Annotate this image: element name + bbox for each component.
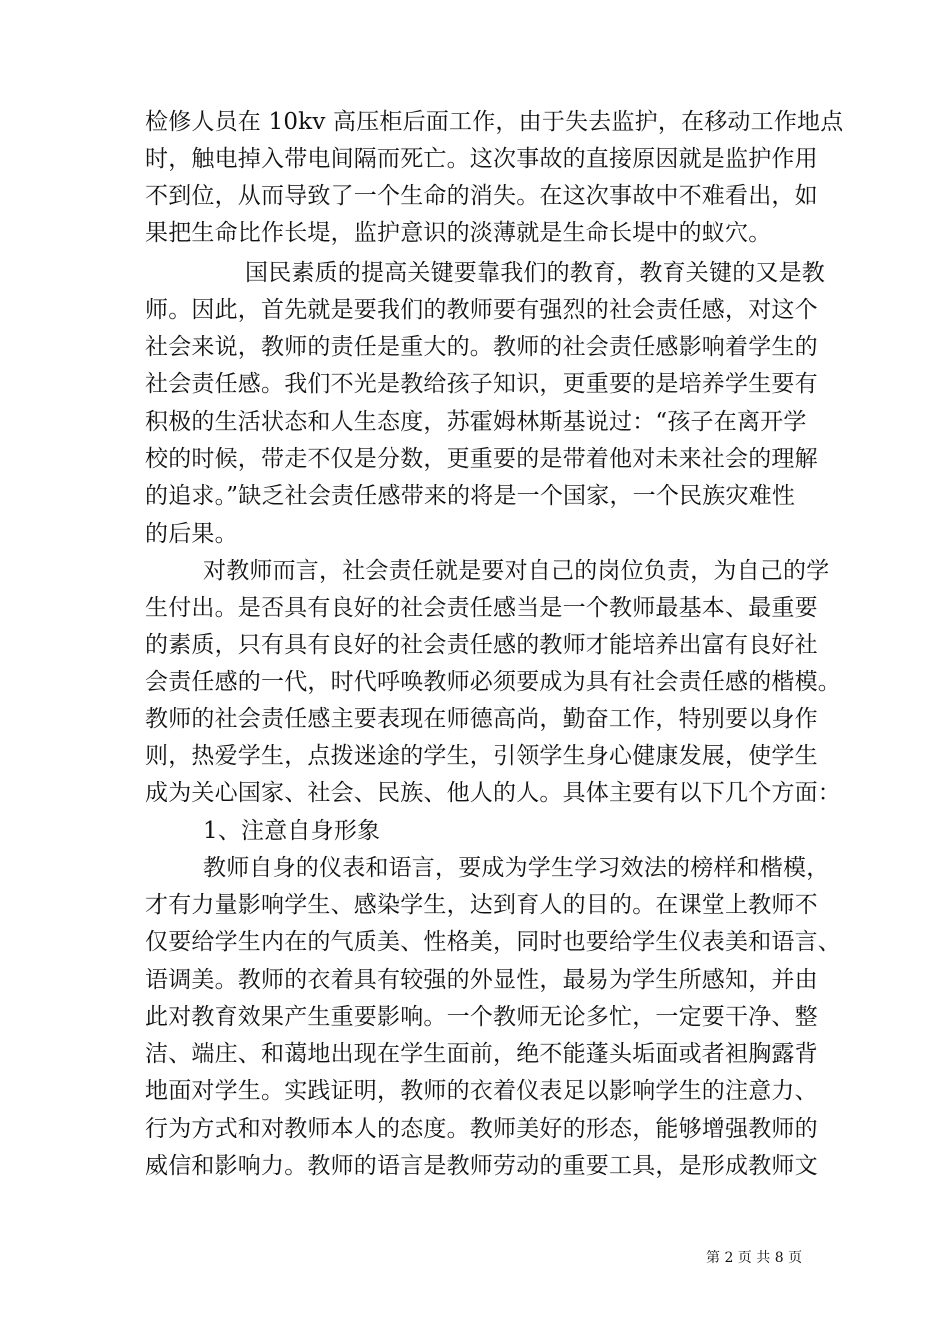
- text-line: 1、注意自身形象: [203, 818, 381, 844]
- text-line: 的素质，只有具有良好的社会责任感的教师才能培养出富有良好社: [145, 632, 818, 658]
- text-line: 时，触电掉入带电间隔而死亡。这次事故的直接原因就是监护作用: [145, 146, 818, 172]
- text-line: 社会责任感。我们不光是教给孩子知识，更重要的是培养学生要有: [145, 371, 818, 397]
- text-line: 仅要给学生内在的气质美、性格美，同时也要给学生仪表美和语言、: [145, 929, 841, 955]
- text-line: 校的时候，带走不仅是分数，更重要的是带着他对未来社会的理解: [145, 446, 818, 472]
- text-line: 威信和影响力。教师的语言是教师劳动的重要工具，是形成教师文: [145, 1153, 818, 1179]
- text-line: 师。因此，首先就是要我们的教师要有强烈的社会责任感，对这个: [145, 297, 818, 323]
- text-line: 教师的社会责任感主要表现在师德高尚，勤奋工作，特别要以身作: [145, 706, 818, 732]
- text-line: 教师自身的仪表和语言，要成为学生学习效法的榜样和楷模，: [203, 855, 830, 881]
- page-number: 第 2 页 共 8 页: [706, 1250, 803, 1266]
- text-line: 生付出。是否具有良好的社会责任感当是一个教师最基本、最重要: [145, 595, 818, 621]
- text-line: 不到位，从而导致了一个生命的消失。在这次事故中不难看出，如: [145, 183, 818, 209]
- text-line: 语调美。教师的衣着具有较强的外显性，最易为学生所感知，并由: [145, 967, 818, 993]
- text-line: 会责任感的一代，时代呼唤教师必须要成为具有社会责任感的楷模。: [145, 669, 841, 695]
- text-line: 地面对学生。实践证明，教师的衣着仪表足以影响学生的注意力、: [145, 1078, 818, 1104]
- text-line: 国民素质的提高关键要靠我们的教育，教育关键的又是教: [245, 260, 825, 286]
- text-line: 成为关心国家、社会、民族、他人的人。具体主要有以下几个方面：: [145, 780, 841, 806]
- text-line: 社会来说，教师的责任是重大的。教师的社会责任感影响着学生的: [145, 334, 818, 360]
- text-line: 的后果。: [145, 521, 238, 547]
- text-line: 果把生命比作长堤，监护意识的淡薄就是生命长堤中的蚁穴。: [145, 220, 772, 246]
- text-line: 洁、端庄、和蔼地出现在学生面前，绝不能蓬头垢面或者袒胸露背: [145, 1041, 818, 1067]
- text-line: 的追求。”缺乏社会责任感带来的将是一个国家，一个民族灾难性: [145, 483, 796, 509]
- text-line: 检修人员在 10kv 高压柜后面工作，由于失去监护，在移动工作地点: [145, 109, 844, 135]
- text-line: 此对教育效果产生重要影响。一个教师无论多忙，一定要干净、整: [145, 1004, 818, 1030]
- text-line: 行为方式和对教师本人的态度。教师美好的形态，能够增强教师的: [145, 1116, 818, 1142]
- text-line: 则，热爱学生，点拨迷途的学生，引领学生身心健康发展，使学生: [145, 743, 818, 769]
- text-line: 才有力量影响学生、感染学生，达到育人的目的。在课堂上教师不: [145, 892, 818, 918]
- text-line: 对教师而言，社会责任就是要对自己的岗位负责，为自己的学: [203, 558, 830, 584]
- text-line: 积极的生活状态和人生态度，苏霍姆林斯基说过：“孩子在离开学: [145, 409, 807, 435]
